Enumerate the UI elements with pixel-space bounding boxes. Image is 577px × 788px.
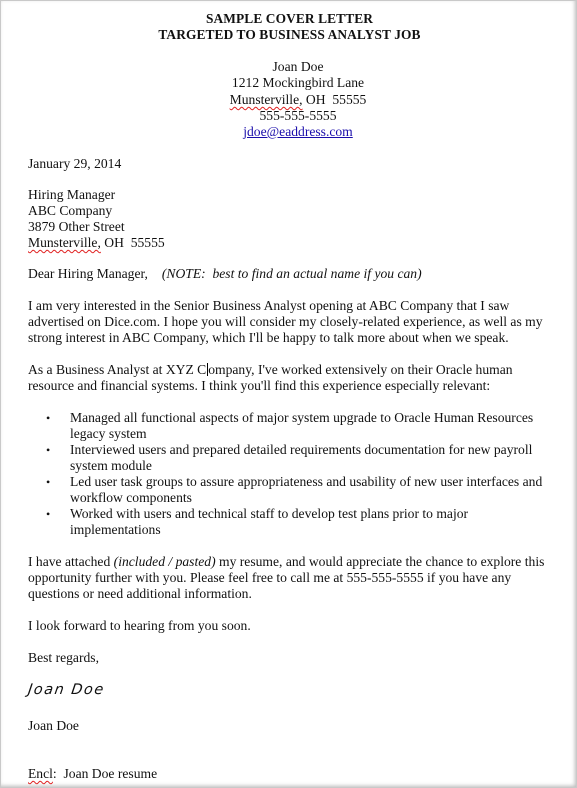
paragraph-3-text-before: I have attached <box>28 554 114 569</box>
bullet-2-line-1: Interviewed users and prepared detailed requirements documentation for new payroll <box>70 442 533 457</box>
bullet-1-line-1: Managed all functional aspects of major system upgrade to Oracle Human Resources <box>70 410 534 425</box>
recipient-state-zip: OH 55555 <box>100 235 165 250</box>
bullet-marker-2: • <box>46 443 51 457</box>
recipient-title: Hiring Manager <box>28 187 116 202</box>
sender-city: Munsterville, <box>229 92 303 107</box>
sender-city-line <box>1 92 577 108</box>
salutation-note: (NOTE: best to find an actual name if you can) <box>161 266 422 281</box>
bullet-3-line-1: Led user task groups to assure appropriateness and usability of new user interfaces and <box>70 474 543 489</box>
enclosure-text: : Joan Doe resume <box>52 766 158 781</box>
paragraph-3-line-2: opportunity further with you. Please feel free to call me at 555-555-5555 if you have any <box>28 570 512 585</box>
sender-email-link[interactable]: jdoe@eaddress.com <box>243 124 353 139</box>
bullet-3-line-2: workflow components <box>70 490 192 505</box>
bullet-1-line-2: legacy system <box>70 426 147 441</box>
recipient-city-line <box>28 235 165 251</box>
bullet-marker-1: • <box>46 411 51 425</box>
recipient-street: 3879 Other Street <box>28 219 125 234</box>
paragraph-1-line-1: I am very interested in the Senior Business Analyst opening at ABC Company that I saw <box>28 298 510 313</box>
enclosure-label: Encl <box>28 766 53 781</box>
handwritten-signature: Joan Doe <box>26 682 106 698</box>
enclosure-line <box>28 766 157 782</box>
letter-date: January 29, 2014 <box>28 156 122 171</box>
bullet-marker-4: • <box>46 507 51 521</box>
printed-name: Joan Doe <box>28 718 79 733</box>
paragraph-3-italic-note: (included / pasted) <box>113 554 216 569</box>
paragraph-2-text-before-caret: As a Business Analyst at XYZ C <box>28 362 207 377</box>
sender-phone: 555-555-5555 <box>259 108 337 123</box>
bullet-4-line-1: Worked with users and technical staff to develop test plans prior to major <box>70 506 469 521</box>
paragraph-2-line-1[interactable] <box>28 362 513 378</box>
recipient-company: ABC Company <box>28 203 113 218</box>
recipient-city: Munsterville, <box>28 235 101 250</box>
paragraph-3-line-3: questions or need additional information. <box>28 586 252 601</box>
document-title-line-2: TARGETED TO BUSINESS ANALYST JOB <box>158 27 421 42</box>
sender-state-zip: OH 55555 <box>302 92 367 107</box>
bullet-2-line-2: system module <box>70 458 152 473</box>
sign-off: Best regards, <box>28 650 99 665</box>
sender-street: 1212 Mockingbird Lane <box>231 75 365 90</box>
closing-line: I look forward to hearing from you soon. <box>28 618 251 633</box>
paragraph-1-line-3: strong interest in ABC Company, which I'll be happy to talk more about when we speak. <box>28 330 509 345</box>
bullet-4-line-2: implementations <box>70 522 161 537</box>
paragraph-1-line-2: advertised on Dice.com. I hope you will consider my closely-related experience, as well as my <box>28 314 543 329</box>
paragraph-3-text-after: my resume, and would appreciate the chance to explore this <box>215 554 545 569</box>
sender-email-line <box>1 124 577 140</box>
salutation: Dear Hiring Manager, <box>28 266 148 281</box>
bullet-marker-3: • <box>46 475 51 489</box>
paragraph-2-line-2: resource and financial systems. I think you'll find this experience especially relevant: <box>28 378 491 393</box>
sender-name: Joan Doe <box>272 59 324 74</box>
paragraph-2-text-after-caret: ompany, I've worked extensively on their Oracle human <box>208 362 513 377</box>
document-title-line-1: SAMPLE COVER LETTER <box>205 11 374 26</box>
paragraph-3-line-1 <box>28 554 544 570</box>
salutation-line <box>28 266 422 282</box>
